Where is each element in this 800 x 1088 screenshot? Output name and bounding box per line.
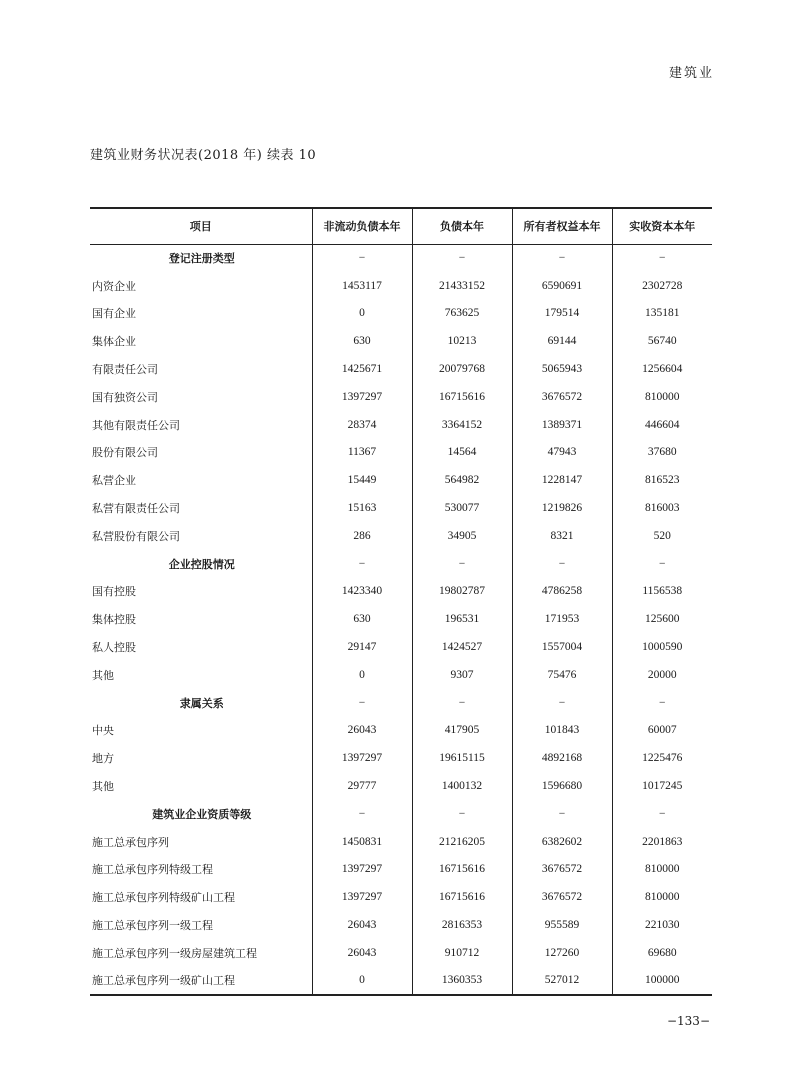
table-cell: 1219826 [512, 494, 612, 522]
table-cell: 19615115 [412, 744, 512, 772]
row-label: 集体控股 [92, 613, 136, 627]
table-cell: 1397297 [312, 883, 412, 911]
table-row [90, 411, 712, 439]
table-cell: 816003 [612, 494, 712, 522]
table-cell: − [512, 550, 612, 578]
table-cell: 564982 [412, 466, 512, 494]
table-cell: 2302728 [612, 272, 712, 300]
table-cell: 1228147 [512, 466, 612, 494]
table-cell: 34905 [412, 522, 512, 550]
table-cell: 1156538 [612, 578, 712, 606]
table-row [90, 272, 712, 300]
table-cell: 1397297 [312, 744, 412, 772]
row-label: 其他有限责任公司 [92, 418, 180, 432]
table-cell: 3676572 [512, 856, 612, 884]
table-row [90, 772, 712, 800]
table-cell: 530077 [412, 494, 512, 522]
table-title: 建筑业财务状况表(2018 年) 续表 10 [90, 148, 317, 163]
row-label: 施工总承包序列一级房屋建筑工程 [92, 946, 257, 960]
table-row [90, 661, 712, 689]
table-row [90, 828, 712, 856]
table-cell: − [312, 689, 412, 717]
table-row [90, 522, 712, 550]
row-label: 私人控股 [92, 641, 136, 655]
table-cell: 3676572 [512, 383, 612, 411]
table-cell: 8321 [512, 522, 612, 550]
table-cell: 69680 [612, 939, 712, 967]
table-cell: 135181 [612, 300, 712, 328]
table-cell: 3676572 [512, 883, 612, 911]
table-cell: 286 [312, 522, 412, 550]
running-head: 建筑业 [668, 66, 714, 81]
table-cell: 26043 [312, 717, 412, 745]
table-cell: 1557004 [512, 633, 612, 661]
category-row [90, 244, 712, 272]
table-cell: 21216205 [412, 828, 512, 856]
table-cell: 69144 [512, 327, 612, 355]
table-cell: − [512, 244, 612, 272]
category-row [90, 550, 712, 578]
table-row [90, 439, 712, 467]
column-header-paid-in-capital: 实收资本本年 [612, 208, 712, 244]
row-label: 中央 [92, 724, 114, 738]
table-row [90, 327, 712, 355]
table-cell: − [612, 800, 712, 828]
row-label: 股份有限公司 [92, 446, 158, 460]
category-label: 建筑业企业资质等级 [152, 807, 252, 821]
table-cell: − [512, 689, 612, 717]
table-cell: 5065943 [512, 355, 612, 383]
table-row [90, 466, 712, 494]
table-cell: 9307 [412, 661, 512, 689]
table-cell: 2816353 [412, 911, 512, 939]
table-cell: 47943 [512, 439, 612, 467]
table-cell: 1596680 [512, 772, 612, 800]
table-cell: 527012 [512, 967, 612, 995]
table-cell: 1360353 [412, 967, 512, 995]
category-row [90, 800, 712, 828]
table-cell: 4786258 [512, 578, 612, 606]
table-cell: 1423340 [312, 578, 412, 606]
table-cell: 3364152 [412, 411, 512, 439]
table-cell: − [612, 550, 712, 578]
table-cell: 16715616 [412, 856, 512, 884]
row-label: 国有独资公司 [92, 390, 158, 404]
table-cell: 1397297 [312, 856, 412, 884]
table-cell: − [612, 244, 712, 272]
row-label: 地方 [92, 752, 114, 766]
table-row [90, 578, 712, 606]
table-cell: − [412, 550, 512, 578]
table-row [90, 605, 712, 633]
table-cell: 29147 [312, 633, 412, 661]
table-row [90, 355, 712, 383]
row-label: 其他 [92, 780, 114, 794]
table-header [90, 208, 712, 244]
row-label: 集体企业 [92, 335, 136, 349]
table-cell: 6382602 [512, 828, 612, 856]
table-cell: 26043 [312, 939, 412, 967]
table-cell: 1450831 [312, 828, 412, 856]
table-cell: 630 [312, 327, 412, 355]
financial-table [90, 207, 712, 996]
row-label: 国有控股 [92, 585, 136, 599]
table-cell: 16715616 [412, 883, 512, 911]
table-cell: 810000 [612, 883, 712, 911]
table-cell: 0 [312, 661, 412, 689]
table-row [90, 383, 712, 411]
row-label: 国有企业 [92, 307, 136, 321]
table-row [90, 939, 712, 967]
row-label: 施工总承包序列特级工程 [92, 863, 213, 877]
table-cell: 4892168 [512, 744, 612, 772]
table-cell: 100000 [612, 967, 712, 995]
table-cell: 2201863 [612, 828, 712, 856]
table-cell: 20000 [612, 661, 712, 689]
table-cell: 56740 [612, 327, 712, 355]
table-row [90, 494, 712, 522]
page-number: −133− [666, 1014, 710, 1028]
column-header-owners-equity: 所有者权益本年 [512, 208, 612, 244]
table-cell: 15163 [312, 494, 412, 522]
table-cell: 1225476 [612, 744, 712, 772]
table-cell: − [412, 244, 512, 272]
table-cell: 810000 [612, 856, 712, 884]
table-row [90, 717, 712, 745]
table-cell: 171953 [512, 605, 612, 633]
table-cell: − [312, 800, 412, 828]
table-cell: − [312, 550, 412, 578]
table-cell: 11367 [312, 439, 412, 467]
table-cell: − [612, 689, 712, 717]
table-cell: 127260 [512, 939, 612, 967]
table-cell: − [312, 244, 412, 272]
table-cell: 1000590 [612, 633, 712, 661]
header-row [90, 208, 712, 244]
table-cell: 6590691 [512, 272, 612, 300]
table-row [90, 883, 712, 911]
table-cell: 910712 [412, 939, 512, 967]
table-cell: − [412, 800, 512, 828]
table-cell: 1425671 [312, 355, 412, 383]
table-cell: 763625 [412, 300, 512, 328]
table-cell: 101843 [512, 717, 612, 745]
row-label: 私营有限责任公司 [92, 502, 180, 516]
category-row [90, 689, 712, 717]
table-cell: 37680 [612, 439, 712, 467]
column-header-item: 项目 [90, 208, 312, 244]
table-cell: 28374 [312, 411, 412, 439]
table-cell: 26043 [312, 911, 412, 939]
category-label: 企业控股情况 [168, 557, 235, 571]
table-cell: − [512, 800, 612, 828]
table-cell: 10213 [412, 327, 512, 355]
table-cell: 810000 [612, 383, 712, 411]
table-cell: 520 [612, 522, 712, 550]
row-label: 施工总承包序列 [92, 835, 169, 849]
row-label: 有限责任公司 [92, 363, 158, 377]
table-cell: 0 [312, 300, 412, 328]
category-label: 隶属关系 [179, 696, 224, 710]
table-row [90, 967, 712, 995]
row-label: 施工总承包序列一级工程 [92, 919, 213, 933]
table-cell: 446604 [612, 411, 712, 439]
table-cell: 0 [312, 967, 412, 995]
table-cell: 20079768 [412, 355, 512, 383]
table-row [90, 911, 712, 939]
table-cell: 29777 [312, 772, 412, 800]
row-label: 私营股份有限公司 [92, 529, 180, 543]
table-cell: 1424527 [412, 633, 512, 661]
table-cell: 955589 [512, 911, 612, 939]
table-cell: 1389371 [512, 411, 612, 439]
table-cell: 196531 [412, 605, 512, 633]
table-cell: 1453117 [312, 272, 412, 300]
table-cell: 630 [312, 605, 412, 633]
table-cell: 179514 [512, 300, 612, 328]
table-cell: 417905 [412, 717, 512, 745]
table-cell: 16715616 [412, 383, 512, 411]
table-cell: 221030 [612, 911, 712, 939]
table-cell: − [412, 689, 512, 717]
row-label: 内资企业 [92, 279, 136, 293]
table-cell: 21433152 [412, 272, 512, 300]
category-label: 登记注册类型 [168, 252, 235, 266]
table-cell: 75476 [512, 661, 612, 689]
row-label: 其他 [92, 668, 114, 682]
table-cell: 816523 [612, 466, 712, 494]
table-body [90, 244, 712, 995]
table-cell: 1400132 [412, 772, 512, 800]
row-label: 施工总承包序列一级矿山工程 [90, 967, 312, 995]
table-cell: 60007 [612, 717, 712, 745]
table-cell: 14564 [412, 439, 512, 467]
table-row [90, 744, 712, 772]
table-row [90, 300, 712, 328]
table-cell: 1397297 [312, 383, 412, 411]
table-cell: 19802787 [412, 578, 512, 606]
table-cell: 1256604 [612, 355, 712, 383]
table-row [90, 856, 712, 884]
table-cell: 125600 [612, 605, 712, 633]
row-label: 私营企业 [92, 474, 136, 488]
column-header-liabilities: 负债本年 [412, 208, 512, 244]
row-label: 施工总承包序列特级矿山工程 [92, 891, 235, 905]
table-cell: 1017245 [612, 772, 712, 800]
table-row [90, 633, 712, 661]
table-cell: 15449 [312, 466, 412, 494]
column-header-noncurrent-liabilities: 非流动负债本年 [312, 208, 412, 244]
